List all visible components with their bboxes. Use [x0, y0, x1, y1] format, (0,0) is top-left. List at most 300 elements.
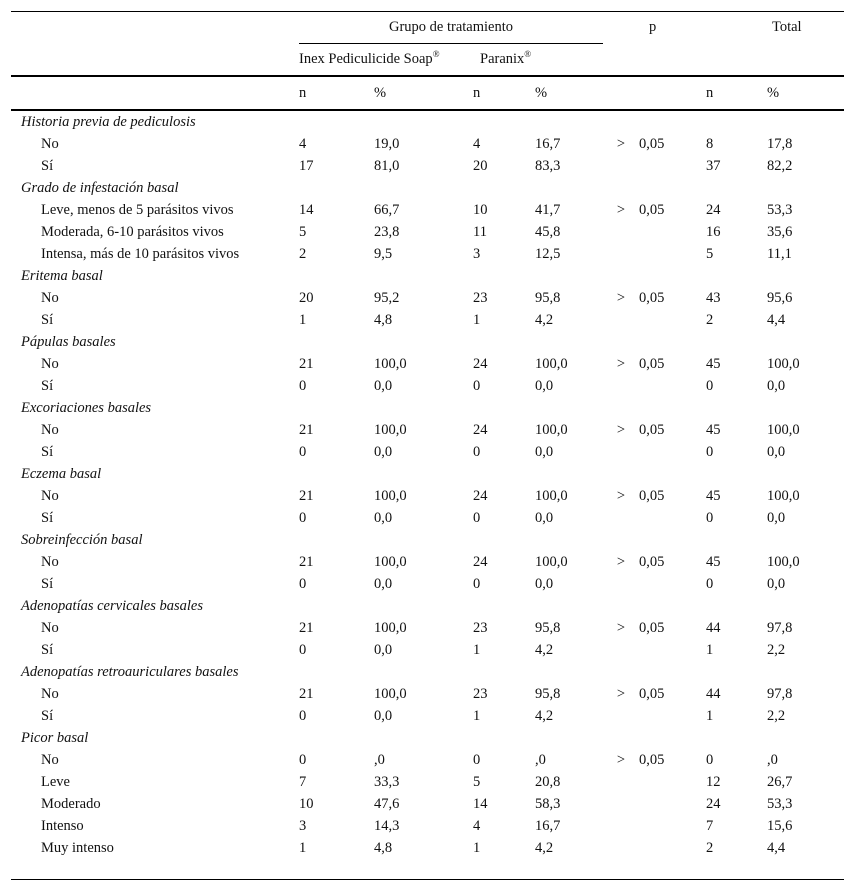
section-title: Adenopatías cervicales basales — [21, 597, 204, 614]
inex-pct-cell: 33,3 — [374, 773, 400, 790]
spacer-cell — [290, 353, 299, 375]
total-pct-cell: 2,2 — [767, 641, 786, 658]
row-label: Sí — [41, 157, 54, 174]
paranix-n-cell: 1 — [473, 839, 481, 856]
inex-pct-cell: 100,0 — [374, 487, 407, 504]
drug1-header: Inex Pediculicide Soap® — [299, 44, 473, 77]
total-pct-cell: 0,0 — [767, 509, 786, 526]
p-value-cell — [639, 815, 706, 837]
section-title: Eritema basal — [21, 267, 103, 284]
p-sign-cell: > — [616, 487, 626, 504]
header-row-2 — [11, 44, 844, 77]
paranix-pct-cell: 41,7 — [535, 201, 561, 218]
header-row-1 — [11, 11, 844, 44]
n-header: n — [299, 76, 374, 110]
spacer-cell — [290, 243, 299, 265]
total-pct-cell: 0,0 — [767, 377, 786, 394]
p-value-cell — [639, 837, 706, 859]
paranix-pct-cell: 4,2 — [535, 839, 554, 856]
section-title: Sobreinfección basal — [21, 531, 143, 548]
paranix-n-cell: 23 — [473, 619, 488, 636]
row-label: Sí — [41, 311, 54, 328]
spacer-cell — [290, 815, 299, 837]
row-label: No — [41, 553, 59, 570]
total-pct-cell: 100,0 — [767, 487, 800, 504]
total-n-cell: 0 — [706, 377, 714, 394]
table-row — [11, 507, 844, 529]
spacer-cell — [290, 749, 299, 771]
row-label: Sí — [41, 377, 54, 394]
row-label: Intensa, más de 10 parásitos vivos — [41, 245, 240, 262]
p-sign-cell: > — [616, 135, 626, 152]
p-value-cell — [639, 221, 706, 243]
table-row — [11, 705, 844, 727]
p-sign-cell: > — [616, 553, 626, 570]
total-pct-cell: ,0 — [767, 751, 778, 768]
section-row — [11, 397, 844, 419]
inex-n-cell: 3 — [299, 817, 307, 834]
p-value-cell — [639, 793, 706, 815]
spacer-cell — [290, 683, 299, 705]
table-row — [11, 617, 844, 639]
paranix-n-cell: 5 — [473, 773, 481, 790]
spacer-cell — [290, 837, 299, 859]
total-pct-cell: 53,3 — [767, 201, 793, 218]
header-row-3 — [11, 76, 844, 110]
inex-pct-cell: 14,3 — [374, 817, 400, 834]
paranix-pct-cell: 58,3 — [535, 795, 561, 812]
section-title: Grado de infestación basal — [21, 179, 179, 196]
p-sign-cell: > — [616, 751, 626, 768]
p-value-cell — [639, 375, 706, 397]
paranix-pct-cell: 4,2 — [535, 311, 554, 328]
total-n-cell: 24 — [706, 201, 721, 218]
paranix-n-cell: 4 — [473, 135, 481, 152]
row-label: No — [41, 685, 59, 702]
p-sign-cell — [603, 375, 639, 397]
section-row — [11, 265, 844, 287]
p-value-cell: 0,05 — [639, 751, 665, 768]
section-row — [11, 331, 844, 353]
row-label: Sí — [41, 443, 54, 460]
inex-n-cell: 14 — [299, 201, 314, 218]
total-n-cell: 2 — [706, 839, 714, 856]
paranix-pct-cell: 100,0 — [535, 421, 568, 438]
total-pct-cell: 4,4 — [767, 311, 786, 328]
table-row — [11, 793, 844, 815]
inex-pct-cell: 0,0 — [374, 575, 393, 592]
p-value-cell: 0,05 — [639, 553, 665, 570]
table-row — [11, 573, 844, 595]
p-sign-cell — [603, 815, 639, 837]
inex-pct-cell: 47,6 — [374, 795, 400, 812]
inex-pct-cell: 81,0 — [374, 157, 400, 174]
row-label: Sí — [41, 509, 54, 526]
p-sign-cell: > — [616, 355, 626, 372]
inex-n-cell: 7 — [299, 773, 307, 790]
total-pct-cell: 17,8 — [767, 135, 793, 152]
section-row — [11, 463, 844, 485]
p-sign-cell — [603, 793, 639, 815]
paranix-n-cell: 23 — [473, 685, 488, 702]
p-sign-cell: > — [616, 289, 626, 306]
total-n-cell: 44 — [706, 619, 721, 636]
paranix-n-cell: 0 — [473, 443, 481, 460]
paranix-pct-cell: 0,0 — [535, 443, 554, 460]
inex-n-cell: 21 — [299, 487, 314, 504]
total-pct-cell: 95,6 — [767, 289, 793, 306]
total-n-cell: 1 — [706, 641, 714, 658]
inex-pct-cell: 9,5 — [374, 245, 393, 262]
section-title: Pápulas basales — [21, 333, 116, 350]
inex-n-cell: 0 — [299, 377, 307, 394]
table-row — [11, 221, 844, 243]
paranix-pct-cell: 4,2 — [535, 641, 554, 658]
table-row — [11, 353, 844, 375]
spacer-cell — [290, 287, 299, 309]
p-value-cell — [639, 771, 706, 793]
table-body — [11, 110, 844, 859]
p-value-cell: 0,05 — [639, 135, 665, 152]
spacer-cell — [290, 441, 299, 463]
total-n-cell: 45 — [706, 355, 721, 372]
paranix-n-cell: 1 — [473, 641, 481, 658]
p-sign-cell — [603, 837, 639, 859]
section-title: Excoriaciones basales — [21, 399, 152, 416]
paranix-pct-cell: 0,0 — [535, 509, 554, 526]
total-pct-cell: 97,8 — [767, 619, 793, 636]
inex-n-cell: 0 — [299, 575, 307, 592]
table-row — [11, 155, 844, 177]
inex-n-cell: 0 — [299, 443, 307, 460]
total-pct-cell: 97,8 — [767, 685, 793, 702]
p-sign-cell — [603, 573, 639, 595]
table-row — [11, 683, 844, 705]
total-n-cell: 1 — [706, 707, 714, 724]
inex-n-cell: 1 — [299, 311, 307, 328]
table-row — [11, 419, 844, 441]
total-n-cell: 8 — [706, 135, 714, 152]
inex-pct-cell: 100,0 — [374, 355, 407, 372]
total-n-cell: 45 — [706, 421, 721, 438]
paranix-n-cell: 1 — [473, 707, 481, 724]
paranix-pct-cell: 20,8 — [535, 773, 561, 790]
p-value-cell: 0,05 — [639, 289, 665, 306]
paranix-n-cell: 24 — [473, 553, 488, 570]
total-n-cell: 7 — [706, 817, 714, 834]
n-header: n — [473, 76, 535, 110]
paranix-n-cell: 14 — [473, 795, 488, 812]
p-value-cell — [639, 155, 706, 177]
inex-n-cell: 21 — [299, 685, 314, 702]
row-label: Leve, menos de 5 parásitos vivos — [41, 201, 234, 218]
paranix-pct-cell: 83,3 — [535, 157, 561, 174]
paranix-n-cell: 4 — [473, 817, 481, 834]
total-n-cell: 45 — [706, 487, 721, 504]
inex-pct-cell: 19,0 — [374, 135, 400, 152]
spacer-cell — [290, 771, 299, 793]
paranix-n-cell: 3 — [473, 245, 481, 262]
row-label: No — [41, 487, 59, 504]
p-value-cell — [639, 639, 706, 661]
p-sign-cell — [603, 243, 639, 265]
paranix-pct-cell: 12,5 — [535, 245, 561, 262]
table-row — [11, 485, 844, 507]
row-label: Moderado — [41, 795, 101, 812]
spacer-cell — [290, 793, 299, 815]
section-title: Adenopatías retroauriculares basales — [21, 663, 239, 680]
spacer-cell — [290, 221, 299, 243]
p-value-cell — [639, 507, 706, 529]
total-pct-cell: 35,6 — [767, 223, 793, 240]
p-value-cell: 0,05 — [639, 619, 665, 636]
spacer-cell — [290, 309, 299, 331]
total-pct-cell: 0,0 — [767, 443, 786, 460]
row-label: No — [41, 135, 59, 152]
total-pct-cell: 26,7 — [767, 773, 793, 790]
row-label: No — [41, 289, 59, 306]
row-label: No — [41, 751, 59, 768]
paranix-n-cell: 24 — [473, 487, 488, 504]
p-sign-cell: > — [616, 685, 626, 702]
section-row — [11, 661, 844, 683]
inex-n-cell: 21 — [299, 421, 314, 438]
p-value-cell: 0,05 — [639, 421, 665, 438]
p-sign-cell — [603, 705, 639, 727]
paranix-pct-cell: 0,0 — [535, 377, 554, 394]
paranix-n-cell: 1 — [473, 311, 481, 328]
paranix-n-cell: 23 — [473, 289, 488, 306]
total-n-cell: 43 — [706, 289, 721, 306]
paranix-pct-cell: 16,7 — [535, 817, 561, 834]
table-row — [11, 243, 844, 265]
spacer-cell — [290, 375, 299, 397]
inex-pct-cell: 100,0 — [374, 619, 407, 636]
paranix-n-cell: 0 — [473, 509, 481, 526]
table-row — [11, 815, 844, 837]
inex-pct-cell: 0,0 — [374, 509, 393, 526]
row-label: No — [41, 619, 59, 636]
paranix-pct-cell: 95,8 — [535, 619, 561, 636]
inex-pct-cell: 100,0 — [374, 685, 407, 702]
total-n-cell: 5 — [706, 245, 714, 262]
spacer-cell — [290, 551, 299, 573]
total-pct-cell: 4,4 — [767, 839, 786, 856]
p-sign-cell — [603, 639, 639, 661]
pct-header: % — [535, 76, 603, 110]
p-sign-cell: > — [616, 619, 626, 636]
section-row — [11, 595, 844, 617]
inex-pct-cell: 66,7 — [374, 201, 400, 218]
p-sign-cell — [603, 155, 639, 177]
total-pct-cell: 0,0 — [767, 575, 786, 592]
inex-n-cell: 21 — [299, 619, 314, 636]
paranix-n-cell: 10 — [473, 201, 488, 218]
inex-pct-cell: 0,0 — [374, 707, 393, 724]
spacer-cell — [290, 617, 299, 639]
row-label: No — [41, 421, 59, 438]
p-value-cell — [639, 573, 706, 595]
paranix-pct-cell: 100,0 — [535, 487, 568, 504]
total-pct-cell: 11,1 — [767, 245, 792, 262]
inex-n-cell: 20 — [299, 289, 314, 306]
inex-pct-cell: 95,2 — [374, 289, 400, 306]
paranix-pct-cell: 100,0 — [535, 355, 568, 372]
section-title: Picor basal — [21, 729, 89, 746]
inex-pct-cell: ,0 — [374, 751, 385, 768]
total-n-cell: 16 — [706, 223, 721, 240]
total-pct-cell: 53,3 — [767, 795, 793, 812]
section-title: Historia previa de pediculosis — [21, 113, 196, 130]
paranix-n-cell: 11 — [473, 223, 487, 240]
paranix-pct-cell: 0,0 — [535, 575, 554, 592]
total-pct-cell: 15,6 — [767, 817, 793, 834]
total-n-cell: 45 — [706, 553, 721, 570]
inex-n-cell: 0 — [299, 509, 307, 526]
table-row — [11, 837, 844, 859]
total-pct-cell: 100,0 — [767, 421, 800, 438]
inex-pct-cell: 0,0 — [374, 641, 393, 658]
row-label: Moderada, 6-10 parásitos vivos — [41, 223, 224, 240]
table-row — [11, 309, 844, 331]
total-n-cell: 0 — [706, 575, 714, 592]
table-row — [11, 639, 844, 661]
paranix-pct-cell: 4,2 — [535, 707, 554, 724]
p-value-cell: 0,05 — [639, 487, 665, 504]
inex-n-cell: 0 — [299, 641, 307, 658]
spacer-cell — [290, 133, 299, 155]
table-row — [11, 375, 844, 397]
inex-n-cell: 17 — [299, 157, 314, 174]
total-n-cell: 0 — [706, 509, 714, 526]
p-value-cell — [639, 243, 706, 265]
total-header: Total — [772, 18, 802, 35]
paranix-n-cell: 0 — [473, 575, 481, 592]
p-value-cell — [639, 441, 706, 463]
paranix-pct-cell: ,0 — [535, 751, 546, 768]
p-value-cell — [639, 309, 706, 331]
spacer-cell — [290, 155, 299, 177]
section-row — [11, 177, 844, 199]
total-n-cell: 44 — [706, 685, 721, 702]
paranix-n-cell: 0 — [473, 377, 481, 394]
row-label: Leve — [41, 773, 70, 790]
spacer-cell — [290, 507, 299, 529]
paranix-pct-cell: 16,7 — [535, 135, 561, 152]
spacer-cell — [290, 419, 299, 441]
total-n-cell: 37 — [706, 157, 721, 174]
p-sign-cell — [603, 771, 639, 793]
p-sign-cell: > — [616, 201, 626, 218]
section-row — [11, 529, 844, 551]
inex-n-cell: 1 — [299, 839, 307, 856]
inex-pct-cell: 100,0 — [374, 553, 407, 570]
total-pct-cell: 100,0 — [767, 355, 800, 372]
paranix-n-cell: 24 — [473, 421, 488, 438]
total-n-cell: 12 — [706, 773, 721, 790]
p-sign-cell — [603, 441, 639, 463]
total-pct-cell: 2,2 — [767, 707, 786, 724]
table-bottom-border — [11, 879, 844, 880]
inex-pct-cell: 23,8 — [374, 223, 400, 240]
spacer-cell — [290, 573, 299, 595]
table-row — [11, 551, 844, 573]
row-label: No — [41, 355, 59, 372]
inex-n-cell: 10 — [299, 795, 314, 812]
inex-pct-cell: 100,0 — [374, 421, 407, 438]
p-header: p — [649, 18, 657, 35]
inex-n-cell: 21 — [299, 355, 314, 372]
paranix-pct-cell: 45,8 — [535, 223, 561, 240]
paranix-n-cell: 24 — [473, 355, 488, 372]
row-label: Sí — [41, 707, 54, 724]
spacer-cell — [290, 639, 299, 661]
pct-header: % — [767, 76, 844, 110]
p-value-cell — [639, 705, 706, 727]
total-n-cell: 24 — [706, 795, 721, 812]
inex-pct-cell: 4,8 — [374, 311, 393, 328]
paranix-n-cell: 0 — [473, 751, 481, 768]
p-sign-cell — [603, 221, 639, 243]
inex-n-cell: 0 — [299, 707, 307, 724]
p-value-cell: 0,05 — [639, 355, 665, 372]
paranix-pct-cell: 100,0 — [535, 553, 568, 570]
inex-pct-cell: 0,0 — [374, 377, 393, 394]
inex-n-cell: 0 — [299, 751, 307, 768]
inex-n-cell: 5 — [299, 223, 307, 240]
spacer-cell — [290, 199, 299, 221]
total-pct-cell: 82,2 — [767, 157, 793, 174]
pct-header: % — [374, 76, 473, 110]
inex-n-cell: 21 — [299, 553, 314, 570]
section-row — [11, 727, 844, 749]
row-label: Sí — [41, 641, 54, 658]
inex-n-cell: 2 — [299, 245, 307, 262]
p-sign-cell: > — [616, 421, 626, 438]
p-value-cell: 0,05 — [639, 685, 665, 702]
n-header: n — [706, 76, 767, 110]
paranix-pct-cell: 95,8 — [535, 685, 561, 702]
paranix-pct-cell: 95,8 — [535, 289, 561, 306]
inex-pct-cell: 4,8 — [374, 839, 393, 856]
total-n-cell: 2 — [706, 311, 714, 328]
inex-n-cell: 4 — [299, 135, 307, 152]
spacer-cell — [290, 705, 299, 727]
section-row — [11, 110, 844, 133]
spacer-cell — [290, 485, 299, 507]
p-value-cell: 0,05 — [639, 201, 665, 218]
row-label: Intenso — [41, 817, 84, 834]
data-table — [11, 11, 844, 859]
drug2-header: Paranix® — [473, 44, 603, 77]
table-row — [11, 771, 844, 793]
p-sign-cell — [603, 309, 639, 331]
section-title: Eczema basal — [21, 465, 102, 482]
table-row — [11, 199, 844, 221]
inex-pct-cell: 0,0 — [374, 443, 393, 460]
table-row — [11, 441, 844, 463]
total-pct-cell: 100,0 — [767, 553, 800, 570]
row-label: Sí — [41, 575, 54, 592]
table-row — [11, 133, 844, 155]
row-label: Muy intenso — [41, 839, 114, 856]
total-n-cell: 0 — [706, 751, 714, 768]
total-n-cell: 0 — [706, 443, 714, 460]
table-row — [11, 749, 844, 771]
group-header: Grupo de tratamiento — [299, 11, 603, 44]
table-row — [11, 287, 844, 309]
p-sign-cell — [603, 507, 639, 529]
